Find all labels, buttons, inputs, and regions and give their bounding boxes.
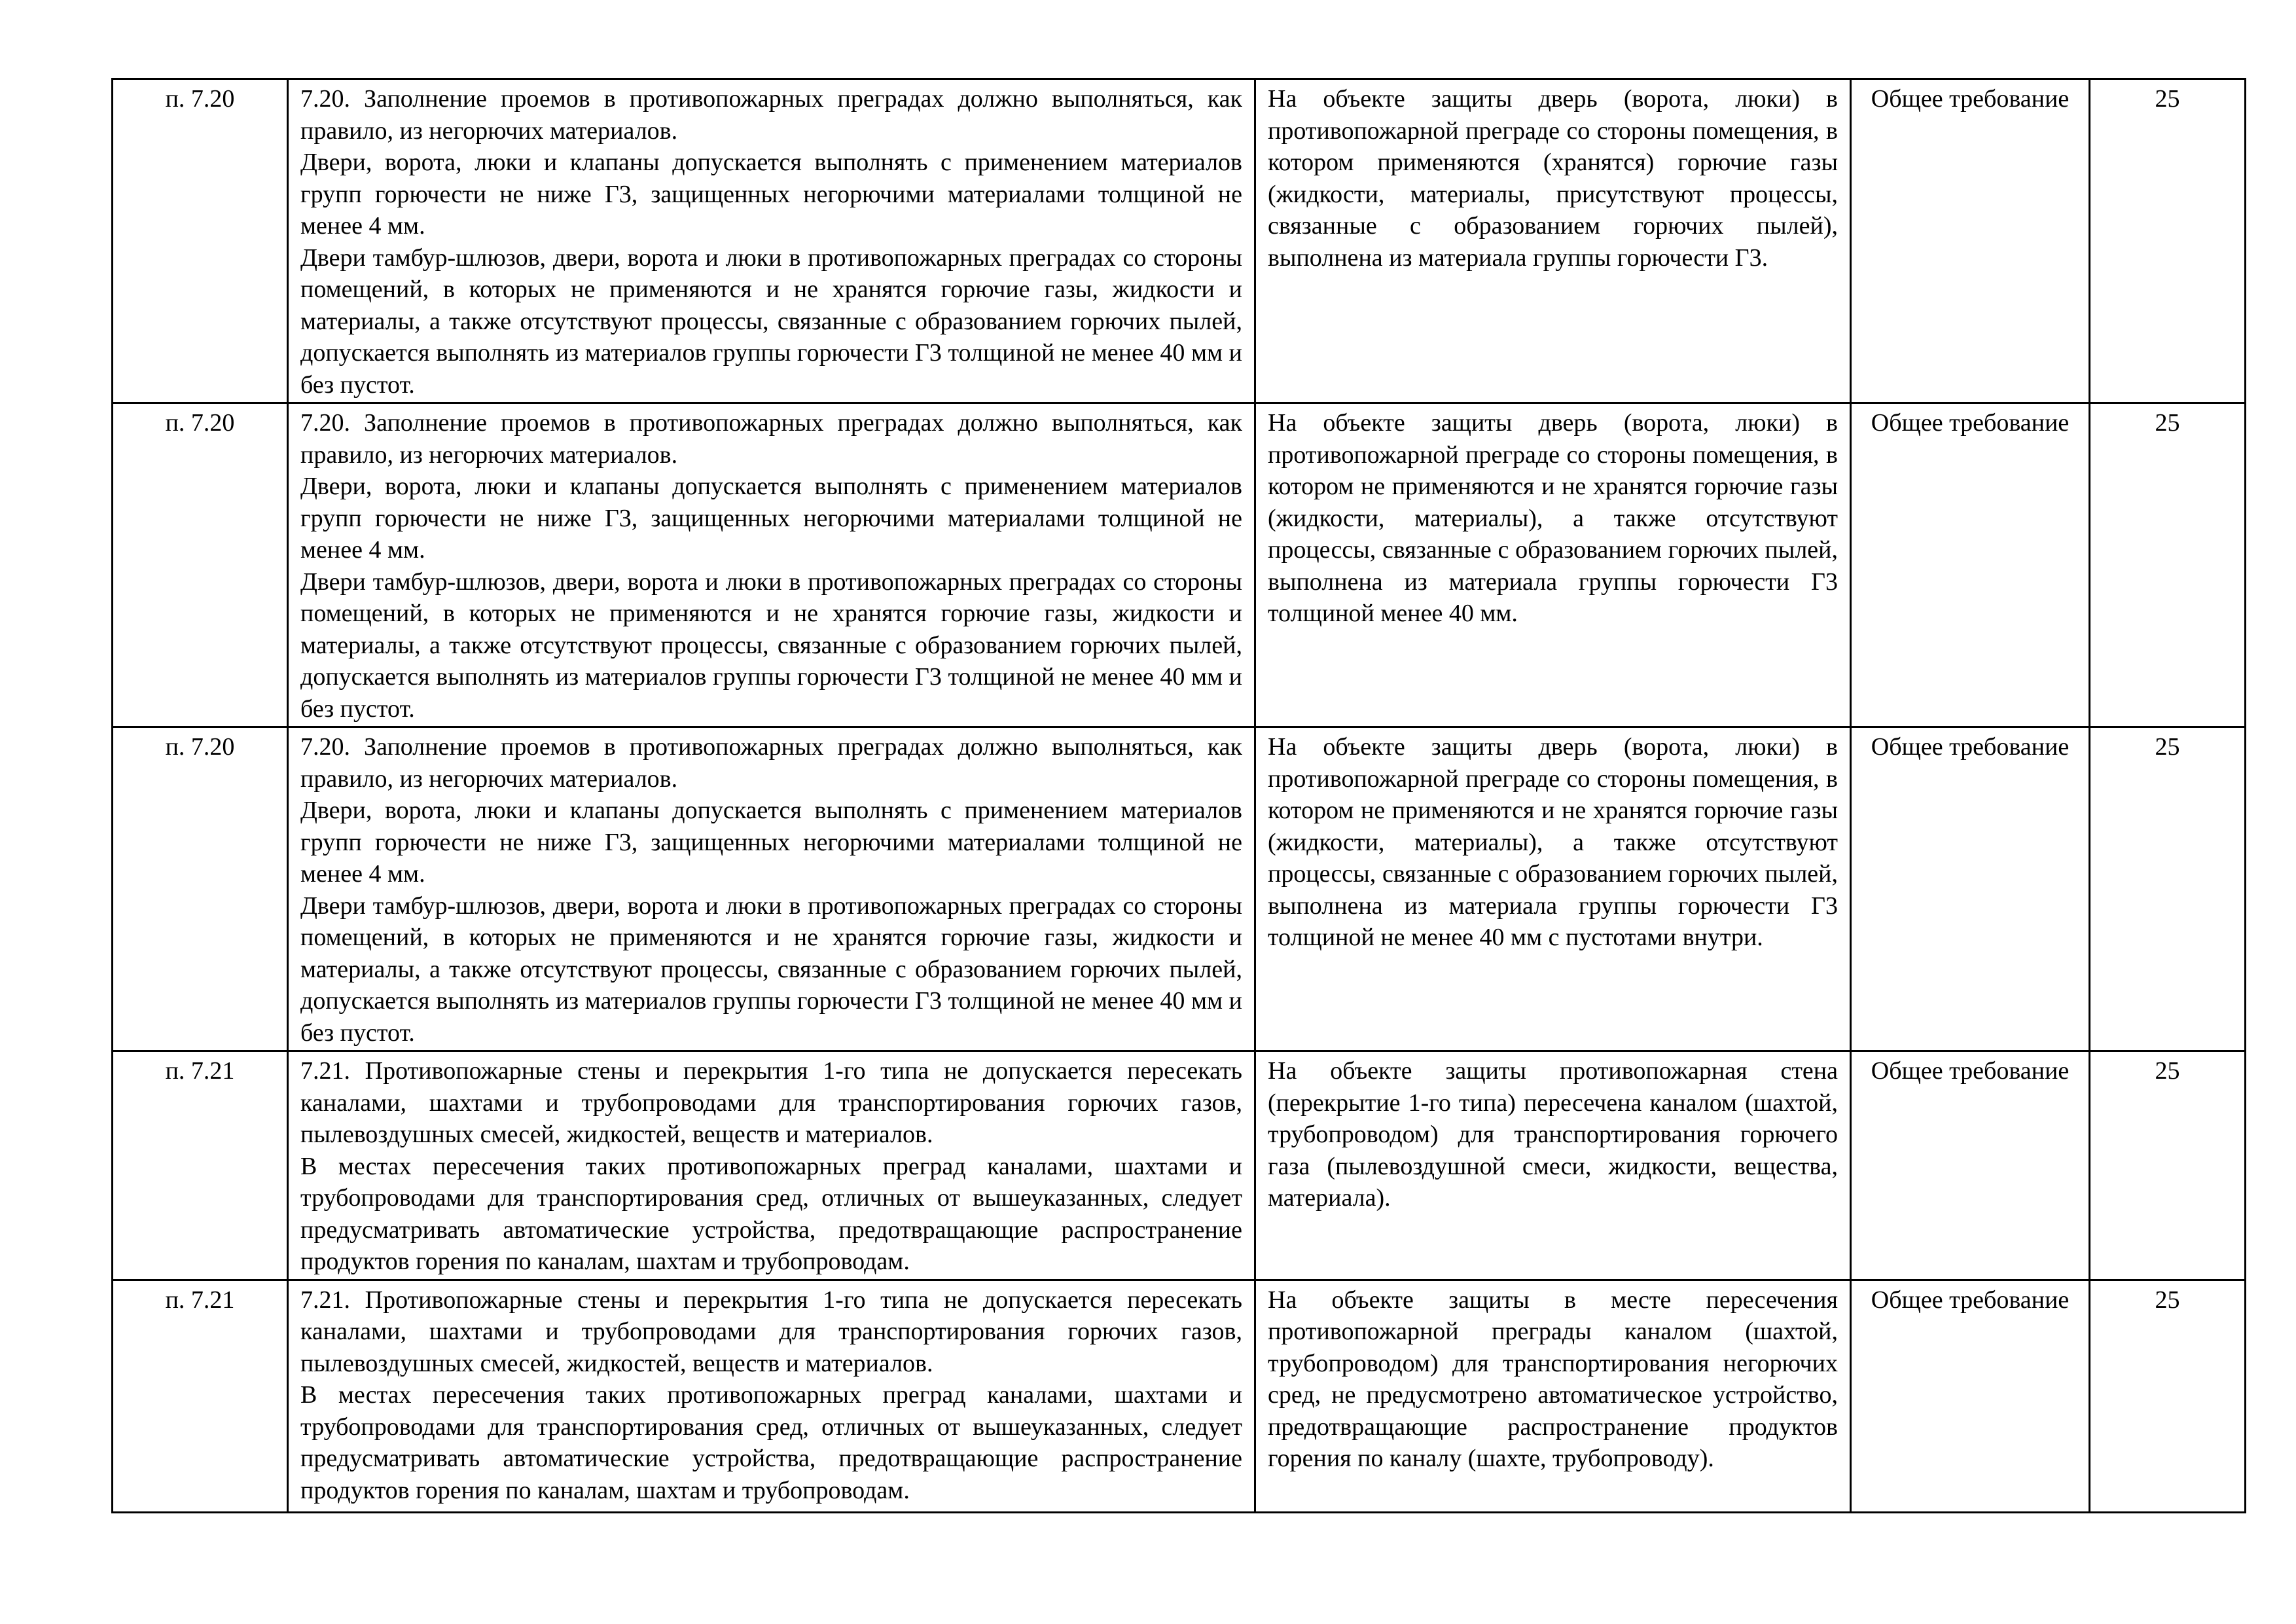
table-row: [113, 1051, 2246, 1280]
requirements-table: [111, 78, 2246, 1513]
requirement-type: Общее требование: [1851, 1051, 2090, 1280]
table-row: [113, 79, 2246, 403]
norm-paragraph: Двери, ворота, люки и клапаны допускается выполнять с применением материалов групп горючести не ниже Г3, защищенных негорючими материалами толщиной не менее 4 мм.: [300, 797, 1242, 888]
row-number-value: 25: [2090, 1280, 2246, 1512]
requirement-type: Общее требование: [1851, 403, 2090, 727]
norm-paragraph: Двери, ворота, люки и клапаны допускается выполнять с применением материалов групп горючести не ниже Г3, защищенных негорючими материалами толщиной не менее 4 мм.: [300, 473, 1242, 564]
row-number-value: 25: [2090, 727, 2246, 1051]
norm-paragraph: Двери тамбур-шлюзов, двери, ворота и люки в противопожарных преградах со стороны помещений, в которых не применяются и не хранятся горючие газы, жидкости и материалы, а также отсутствуют процессы, связанные с образованием горючих пылей, допускается выполнять из материалов группы горючести Г3 толщиной не менее 40 мм и без пустот.: [300, 244, 1242, 399]
norm-paragraph: 7.21. Противопожарные стены и перекрытия 1-го типа не допускается пересекать каналами, шахтами и трубопроводами для транспортирования горючих газов, пылевоздушных смесей, жидкостей, веществ и материалов.: [300, 1057, 1242, 1148]
norm-text-cell: [288, 1051, 1255, 1280]
clause-reference: п. 7.20: [113, 79, 288, 403]
table-row: [113, 1280, 2246, 1512]
row-number-value: 25: [2090, 79, 2246, 403]
norm-text-cell: [288, 403, 1255, 727]
clause-reference: п. 7.21: [113, 1280, 288, 1512]
norm-paragraph: 7.20. Заполнение проемов в противопожарных преградах должно выполняться, как правило, из негорючих материалов.: [300, 733, 1242, 793]
norm-paragraph: 7.20. Заполнение проемов в противопожарных преградах должно выполняться, как правило, из негорючих материалов.: [300, 85, 1242, 145]
norm-paragraph: Двери тамбур-шлюзов, двери, ворота и люки в противопожарных преградах со стороны помещений, в которых не применяются и не хранятся горючие газы, жидкости и материалы, а также отсутствуют процессы, связанные с образованием горючих пылей, допускается выполнять из материалов группы горючести Г3 толщиной не менее 40 мм и без пустот.: [300, 568, 1242, 723]
requirement-type: Общее требование: [1851, 1280, 2090, 1512]
clause-reference: п. 7.20: [113, 403, 288, 727]
requirement-type: Общее требование: [1851, 79, 2090, 403]
violation-description: На объекте защиты дверь (ворота, люки) в противопожарной преграде со стороны помещения, в котором не применяются и не хранятся горючие газы (жидкости, материалы), а также отсутствуют процессы, связанные с образованием горючих пылей, выполнена из материала группы горючести Г3 толщиной менее 40 мм.: [1255, 403, 1851, 727]
table-row: [113, 403, 2246, 727]
norm-text-cell: [288, 79, 1255, 403]
norm-paragraph: 7.21. Противопожарные стены и перекрытия 1-го типа не допускается пересекать каналами, шахтами и трубопроводами для транспортирования горючих газов, пылевоздушных смесей, жидкостей, веществ и материалов.: [300, 1286, 1242, 1377]
norm-paragraph: В местах пересечения таких противопожарных преград каналами, шахтами и трубопроводами для транспортирования сред, отличных от вышеуказанных, следует предусматривать автоматические устройства, предотвращающие распространение продуктов горения по каналам, шахтам и трубопроводам.: [300, 1152, 1242, 1275]
norm-paragraph: Двери тамбур-шлюзов, двери, ворота и люки в противопожарных преградах со стороны помещений, в которых не применяются и не хранятся горючие газы, жидкости и материалы, а также отсутствуют процессы, связанные с образованием горючих пылей, допускается выполнять из материалов группы горючести Г3 толщиной не менее 40 мм и без пустот.: [300, 892, 1242, 1047]
violation-description: На объекте защиты в месте пересечения противопожарной преграды каналом (шахтой, трубопроводом) для транспортирования негорючих сред, не предусмотрено автоматическое устройство, предотвращающие распространение продуктов горения по каналу (шахте, трубопроводу).: [1255, 1280, 1851, 1512]
norm-paragraph: 7.20. Заполнение проемов в противопожарных преградах должно выполняться, как правило, из негорючих материалов.: [300, 409, 1242, 469]
violation-description: На объекте защиты противопожарная стена (перекрытие 1-го типа) пересечена каналом (шахтой, трубопроводом) для транспортирования горючего газа (пылевоздушной смеси, жидкости, вещества, материала).: [1255, 1051, 1851, 1280]
violation-description: На объекте защиты дверь (ворота, люки) в противопожарной преграде со стороны помещения, в котором применяются (хранятся) горючие газы (жидкости, материалы, присутствуют процессы, связанные с образованием горючих пылей), выполнена из материала группы горючести Г3.: [1255, 79, 1851, 403]
violation-description: На объекте защиты дверь (ворота, люки) в противопожарной преграде со стороны помещения, в котором не применяются и не хранятся горючие газы (жидкости, материалы), а также отсутствуют процессы, связанные с образованием горючих пылей, выполнена из материала группы горючести Г3 толщиной не менее 40 мм с пустотами внутри.: [1255, 727, 1851, 1051]
row-number-value: 25: [2090, 1051, 2246, 1280]
clause-reference: п. 7.20: [113, 727, 288, 1051]
row-number-value: 25: [2090, 403, 2246, 727]
table-row: [113, 727, 2246, 1051]
norm-text-cell: [288, 1280, 1255, 1512]
requirement-type: Общее требование: [1851, 727, 2090, 1051]
norm-paragraph: В местах пересечения таких противопожарных преград каналами, шахтами и трубопроводами для транспортирования сред, отличных от вышеуказанных, следует предусматривать автоматические устройства, предотвращающие распространение продуктов горения по каналам, шахтам и трубопроводам.: [300, 1381, 1242, 1504]
norm-paragraph: Двери, ворота, люки и клапаны допускается выполнять с применением материалов групп горючести не ниже Г3, защищенных негорючими материалами толщиной не менее 4 мм.: [300, 149, 1242, 240]
norm-text-cell: [288, 727, 1255, 1051]
clause-reference: п. 7.21: [113, 1051, 288, 1280]
document-page: [111, 78, 2244, 1513]
